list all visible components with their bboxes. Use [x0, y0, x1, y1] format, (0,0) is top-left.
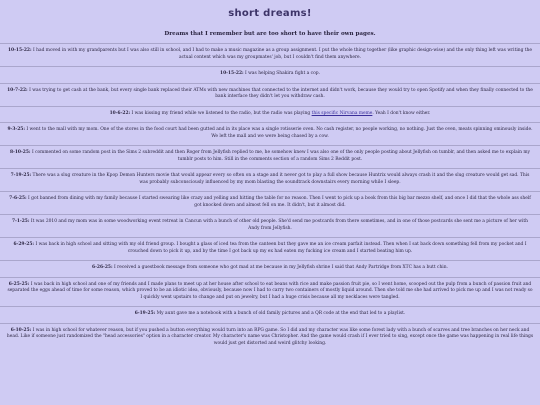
dream-entry [0, 83, 540, 106]
entry-date: 6-10-25: [10, 327, 32, 333]
entry-date: 6-29-25: [13, 242, 35, 247]
entry-text: I went to the mall with my mom. One of the stores in the food court had been gutted and in its place was a single rotisserie oven. No cash register, no people working, no nothing. Just the oven, meats spinning ominously inside. We left the mall and we were being chased by a cow. [26, 127, 533, 139]
dream-entry [0, 237, 540, 260]
dream-entry [0, 145, 540, 168]
entry-date: 7-19-25: [10, 173, 32, 178]
entry-text: I was back in high school and sitting with my old friend group. I bought a glass of iced tea from the canteen but they gave me an ice cream parfait instead. Then when I sat back down something fell from my pocket and I crouched down to pick it up, and by the time I got back up my ex had eaten my fucking ice cream and I started beating him up. [35, 242, 527, 254]
entry-date: 7-1-25: [12, 219, 30, 224]
entry-text: My aunt gave me a notebook with a bunch of old family pictures and a QR code at the end that led to a playlist. [156, 311, 406, 316]
entry-date: 6-25-25: [8, 281, 30, 287]
dream-entry [0, 106, 540, 123]
dream-entry [0, 214, 540, 237]
entry-text: I got banned from dining with my family because I started swearing like crazy and yelling and hitting the table for no reason. Then I went to pick up a book from this big bar mezzo shelf, and once I did that the whole ass shelf got knocked down and almost fell on me. It didn't, but it almost did. [28, 196, 531, 208]
dream-entry [0, 260, 540, 277]
entry-date: 9-3-25: [7, 127, 25, 132]
entry-date: 10-15-22: [8, 48, 32, 53]
entry-text: I commented on some random post in the Sims 2 subreddit and then Roger from Jellyfish replied to me, he somehow knew I was also one of the only people posting about Jellyfish on tumblr, and then asked me to explain my tumblr posts to him. Still in the comments section of a random Sims 2 Reddit post. [31, 150, 530, 162]
dream-entry [0, 43, 540, 66]
nirvana-meme-link[interactable]: this specific Nirvana meme [311, 110, 373, 116]
entry-date: 6-19-25: [134, 311, 156, 316]
dream-entry [0, 306, 540, 323]
dream-entry [0, 277, 540, 307]
entry-text: There was a slug creature in the Kpop Demon Hunters movie that would appear every so often on a stage and it never got to play a full show because Huntrix would always crash it and the slug creature would get sad. This was probably subconsciously influenced by my mom blasting the soundtrack downstairs every morning while I sleep. [32, 173, 530, 185]
entry-text: I was trying to get cash at the bank, but every single bank replaced their ATMs with new machines that connected to the internet and didn't work, because they would try to open Spotify and when they finally connected to the bank interface they didn't let you withdraw cash. [29, 87, 533, 99]
entry-text-after: . Yeah I don't know either. [372, 110, 431, 116]
entry-date: 7-6-25: [9, 196, 27, 201]
entry-date: 10-7-22: [7, 87, 28, 93]
page-subtitle: Dreams that I remember but are too short to have their own pages. [164, 31, 376, 37]
page-title: short dreams! [228, 8, 312, 19]
entry-date: 10-15-22: [220, 71, 244, 76]
entry-text: It was 2010 and my mom was in some woodworking event retreat in Cancun with a bunch of other old people. She'd send me postcards from there sometimes, and in one of those postcards she sent me a picture of her with Andy from Jellyfish. [30, 219, 528, 231]
entry-text: I was helping Shakira fight a cop. [245, 71, 320, 76]
dream-entry [0, 122, 540, 145]
entry-text: I was kissing my friend while we listened to the radio, but the radio was playing [131, 110, 312, 116]
entry-text: I had moved in with my grandparents but I was also still in school, and I had to make a music magazine as a group assignment. I put the whole thing together (like graphic design-wise) and the only thing left was writing the actual content which was my groupmates' job, but I couldn't find them anywhere. [33, 48, 532, 60]
dream-entry [0, 191, 540, 214]
entry-date: 10-6-22: [109, 110, 131, 116]
entry-date: 8-10-25: [10, 150, 31, 155]
dream-entry [0, 66, 540, 83]
dream-entry [0, 168, 540, 191]
entry-text: I received a guestbook message from someone who got mad at me because in my Jellyfish shrine I said that Andy Partridge from XTC has a butt chin. [114, 265, 448, 270]
entry-text: I was in high school for whatever reason, but if you pushed a button everything would turn into an RPG game. So I did and my character was like some forest lady with a bunch of scarves and tree branches on her neck and head. Like if someone just randomized the "head accessories" option in a character creator. My character's name was Christopher. And the game would crash if I ever tried to sing, except once the game was happening in real life things would just get distorted and weird glitchy looking. [6, 327, 534, 346]
dream-list [0, 43, 540, 352]
entry-date: 6-26-25: [92, 265, 113, 270]
entry-text: I was back in high school and one of my friends and I made plans to meet up at her house after school to eat beans with rice and make passion fruit pie, so I went home, scooped out the pulp from a bunch of passion fruit and separated the eggs ahead of time for some reason, which proved to be an idiotic idea, obviously, because now I had to carry two containers of mostly liquid around. Then she told me she had arrived to pick me up and I was not ready so I quickly went upstairs to change and put on jewelry, but I had a huge crisis because all my necklaces were tangled. [7, 281, 533, 300]
dream-entry [0, 323, 540, 353]
